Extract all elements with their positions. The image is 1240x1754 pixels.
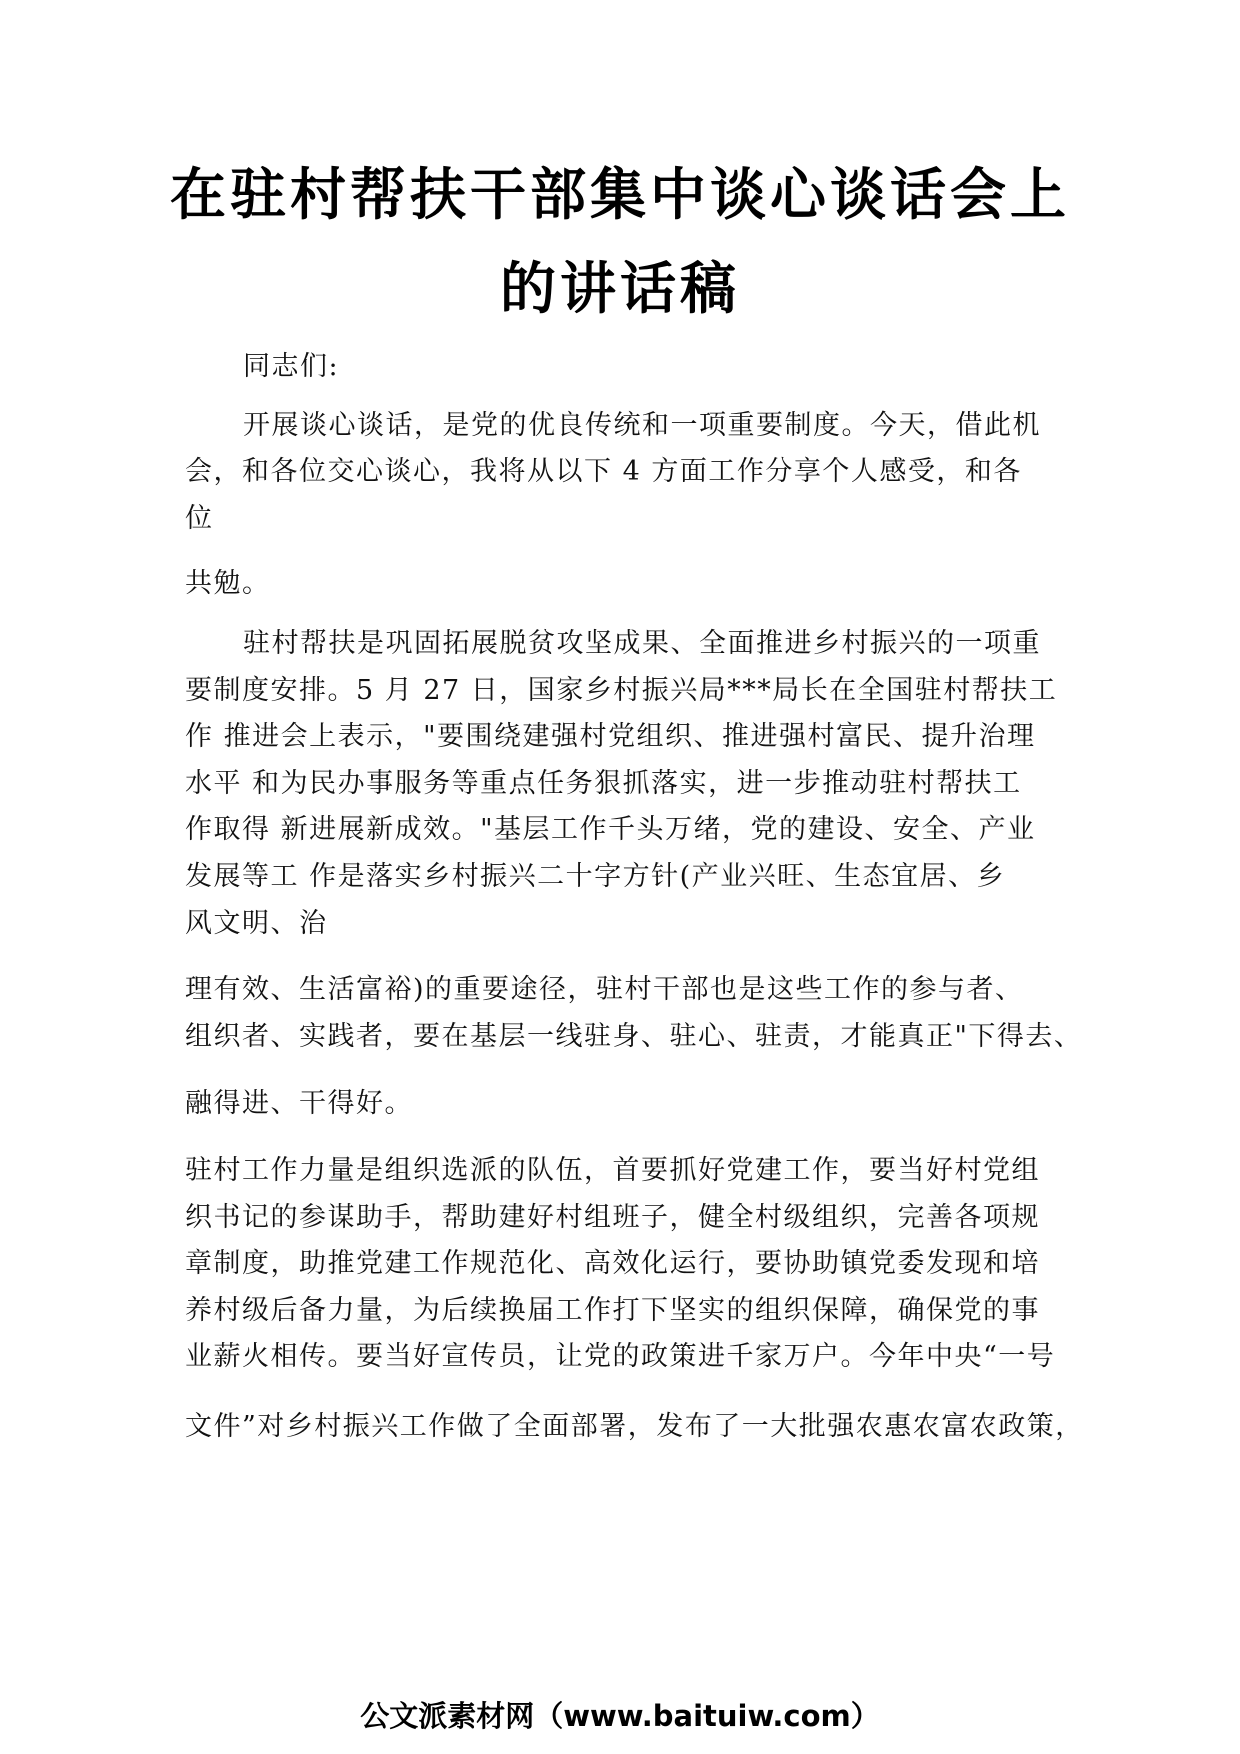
salutation: 同志们:	[243, 351, 340, 382]
body-line: 作 推进会上表示，"要围绕建强村党组织、推进强村富民、提升治理	[185, 721, 1036, 752]
body-line: 要制度安排。5 月 27 日，国家乡村振兴局***局长在全国驻村帮扶工	[185, 675, 1058, 706]
body-line: 织书记的参谋助手，帮助建好村组班子，健全村级组织，完善各项规	[185, 1202, 1040, 1233]
body-line: 养村级后备力量，为后续换届工作打下坚实的组织保障，确保党的事	[185, 1295, 1040, 1326]
body-line: 融得进、干得好。	[185, 1088, 413, 1119]
document-title-line-1: 在驻村帮扶干部集中谈心谈话会上	[170, 163, 1070, 228]
body-line: 章制度，助推党建工作规范化、高效化运行，要协助镇党委发现和培	[185, 1248, 1040, 1279]
footer-watermark: 公文派素材网（www.baituiw.com）	[360, 1699, 880, 1733]
body-line: 作取得 新进展新成效。"基层工作千头万绪，党的建设、安全、产业	[185, 814, 1036, 845]
body-line: 共勉。	[185, 568, 271, 599]
body-line: 开展谈心谈话，是党的优良传统和一项重要制度。今天，借此机	[243, 410, 1041, 441]
body-line: 风文明、治	[185, 908, 328, 939]
body-line: 位	[185, 503, 214, 534]
body-line: 组织者、实践者，要在基层一线驻身、驻心、驻责，才能真正"下得去、	[185, 1021, 1083, 1052]
body-line: 理有效、生活富裕)的重要途径，驻村干部也是这些工作的参与者、	[185, 974, 1024, 1005]
body-line: 发展等工 作是落实乡村振兴二十字方针(产业兴旺、生态宜居、乡	[185, 861, 1006, 892]
body-line: 驻村帮扶是巩固拓展脱贫攻坚成果、全面推进乡村振兴的一项重	[243, 628, 1041, 659]
document-title-line-2: 的讲话稿	[500, 257, 740, 322]
body-line: 文件”对乡村振兴工作做了全面部署，发布了一大批强农惠农富农政策，	[185, 1411, 1084, 1442]
body-line: 驻村工作力量是组织选派的队伍，首要抓好党建工作，要当好村党组	[185, 1155, 1040, 1186]
body-line: 水平 和为民办事服务等重点任务狠抓落实，进一步推动驻村帮扶工	[185, 768, 1022, 799]
body-line: 会，和各位交心谈心，我将从以下 4 方面工作分享个人感受，和各	[185, 456, 1022, 487]
body-line: 业薪火相传。要当好宣传员，让党的政策进千家万户。今年中央“一号	[185, 1341, 1056, 1372]
